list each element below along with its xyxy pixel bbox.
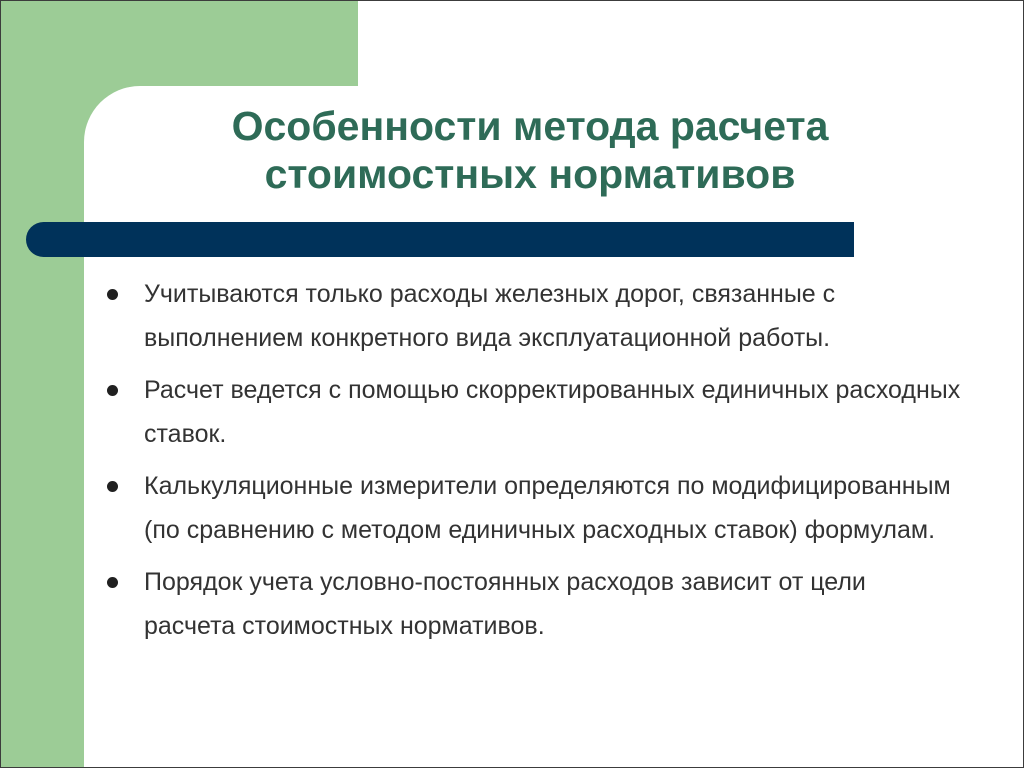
bullet-list xyxy=(104,272,964,656)
bullet-dot-icon xyxy=(107,289,118,300)
bullet-text: Расчет ведется с помощью скорректированных единичных расходных ставок. xyxy=(144,376,961,448)
bullet-text: Калькуляционные измерители определяются по модифицированным (по сравнению с методом единичных расходных ставок) формулам. xyxy=(144,472,951,544)
bullet-dot-icon xyxy=(107,577,118,588)
bullet-item xyxy=(104,368,964,456)
slide-title xyxy=(150,102,910,198)
bullet-dot-icon xyxy=(107,385,118,396)
title-line: стоимостных нормативов xyxy=(264,151,796,197)
bullet-item xyxy=(104,272,964,360)
bullet-item xyxy=(104,560,964,648)
bullet-text: Учитываются только расходы железных дорог, связанные с выполнением конкретного вида эксплуатационной работы. xyxy=(144,280,836,352)
bullet-text: Порядок учета условно-постоянных расходов зависит от цели расчета стоимостных нормативов. xyxy=(144,568,866,640)
title-divider-bar xyxy=(26,222,854,257)
bullet-dot-icon xyxy=(107,481,118,492)
title-line: Особенности метода расчета xyxy=(231,103,829,149)
bullet-item xyxy=(104,464,964,552)
